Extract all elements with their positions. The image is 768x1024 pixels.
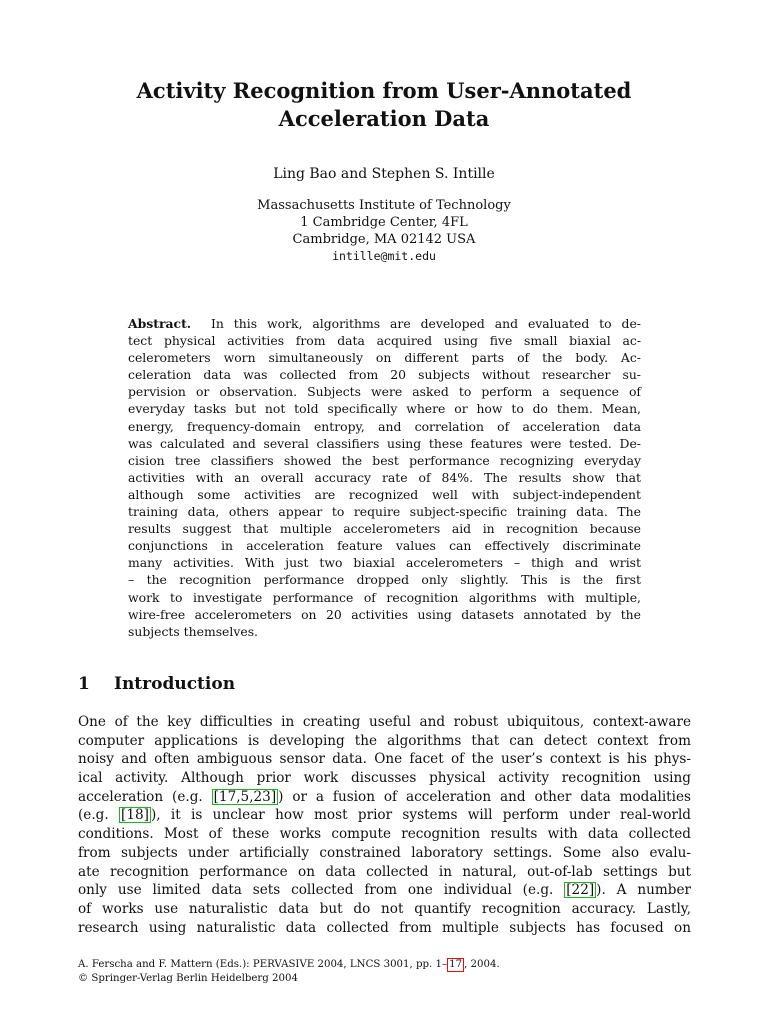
abstract-line: training data, others appear to require subject-specific training data. The	[128, 504, 641, 520]
title-line-1: Activity Recognition from User-Annotated	[136, 78, 632, 103]
affiliation-institution: Massachusetts Institute of Technology	[257, 198, 511, 213]
body-text: (e.g.	[78, 807, 120, 824]
body-line: of works use naturalistic data but do not quantify recognition accuracy. Lastly,	[78, 900, 691, 917]
affiliation-city: Cambridge, MA 02142 USA	[292, 232, 476, 247]
abstract	[128, 315, 641, 640]
body-line: ical activity. Although prior work discusses physical activity recognition using	[78, 770, 691, 787]
footer-text: A. Ferscha and F. Mattern (Eds.): PERVASIVE 2004, LNCS 3001, pp. 1–	[78, 959, 448, 970]
author-email[interactable]: intille@mit.edu	[332, 249, 436, 263]
page-footer	[78, 958, 500, 986]
abstract-line: results suggest that multiple accelerometers aid in recognition because	[128, 521, 641, 537]
abstract-line: pervision or observation. Subjects were asked to perform a sequence of	[128, 384, 641, 400]
abstract-line: cision tree classifiers showed the best performance recognizing everyday	[128, 452, 641, 468]
body-text: acceleration (e.g.	[78, 788, 212, 805]
paper-title	[0, 77, 768, 133]
section-number: 1	[78, 674, 90, 694]
body-line	[78, 881, 691, 900]
affiliation	[0, 197, 768, 265]
body-text: ) or a fusion of acceleration and other data modalities	[278, 788, 691, 805]
body-line: from subjects under artificially constrained laboratory settings. Some also evalu-	[78, 844, 691, 861]
body-line: computer applications is developing the algorithms that can detect context from	[78, 732, 691, 749]
abstract-line: wire-free accelerometers on 20 activities using datasets annotated by the	[128, 606, 641, 622]
abstract-line: conjunctions in acceleration feature values can effectively discriminate	[128, 538, 641, 554]
abstract-line	[128, 315, 641, 332]
body-text: ), it is unclear how most prior systems will perform under real-world	[150, 807, 691, 824]
section-heading	[78, 672, 235, 696]
body-text: only use limited data sets collected from one individual (e.g.	[78, 882, 565, 899]
body-text: ). A number	[596, 882, 692, 899]
body-line: One of the key difficulties in creating useful and robust ubiquitous, context-aware	[78, 714, 691, 730]
body-line: noisy and often ambiguous sensor data. One facet of the user’s context is his phys-	[78, 751, 691, 768]
affiliation-street: 1 Cambridge Center, 4FL	[300, 215, 468, 230]
footer-copyright: © Springer-Verlag Berlin Heidelberg 2004	[78, 973, 298, 984]
footer-citation	[78, 958, 500, 972]
citation-link[interactable]: [17,5,23]	[213, 788, 277, 805]
body-line: conditions. Most of these works compute recognition results with data collected	[78, 826, 691, 843]
author-list: Ling Bao and Stephen S. Intille	[273, 166, 495, 182]
body-line: research using naturalistic data collected from multiple subjects has focused on	[78, 919, 691, 936]
citation-link[interactable]: [22]	[566, 882, 595, 899]
body-line	[78, 788, 691, 807]
abstract-line: celerometers worn simultaneously on different parts of the body. Ac-	[128, 350, 641, 366]
abstract-line: subjects themselves.	[128, 623, 258, 639]
abstract-line: was calculated and several classifiers using these features were tested. De-	[128, 435, 641, 451]
abstract-label: Abstract.	[128, 316, 192, 331]
footer-text: , 2004.	[464, 959, 500, 970]
abstract-line: although some activities are recognized well with subject-independent	[128, 486, 641, 502]
intro-paragraph	[78, 713, 691, 937]
abstract-line: energy, frequency-domain entropy, and correlation of acceleration data	[128, 418, 641, 434]
abstract-text: In this work, algorithms are developed and evaluated to de-	[211, 316, 641, 331]
abstract-line: tect physical activities from data acquired using five small biaxial ac-	[128, 333, 641, 349]
abstract-line: everyday tasks but not told specifically where or how to do them. Mean,	[128, 401, 641, 417]
abstract-line: celeration data was collected from 20 subjects without researcher su-	[128, 367, 641, 383]
citation-link[interactable]: [18]	[121, 807, 149, 824]
abstract-line: many activities. With just two biaxial accelerometers – thigh and wrist	[128, 555, 641, 571]
body-line	[78, 806, 691, 825]
abstract-line: work to investigate performance of recognition algorithms with multiple,	[128, 589, 641, 605]
abstract-line: – the recognition performance dropped only slightly. This is the first	[128, 572, 641, 588]
section-title: Introduction	[114, 674, 236, 694]
page-range-link[interactable]: 17	[449, 959, 463, 970]
body-line: ate recognition performance on data collected in natural, out-of-lab settings but	[78, 863, 691, 880]
abstract-line: activities with an overall accuracy rate of 84%. The results show that	[128, 469, 641, 485]
title-line-2: Acceleration Data	[278, 106, 490, 131]
